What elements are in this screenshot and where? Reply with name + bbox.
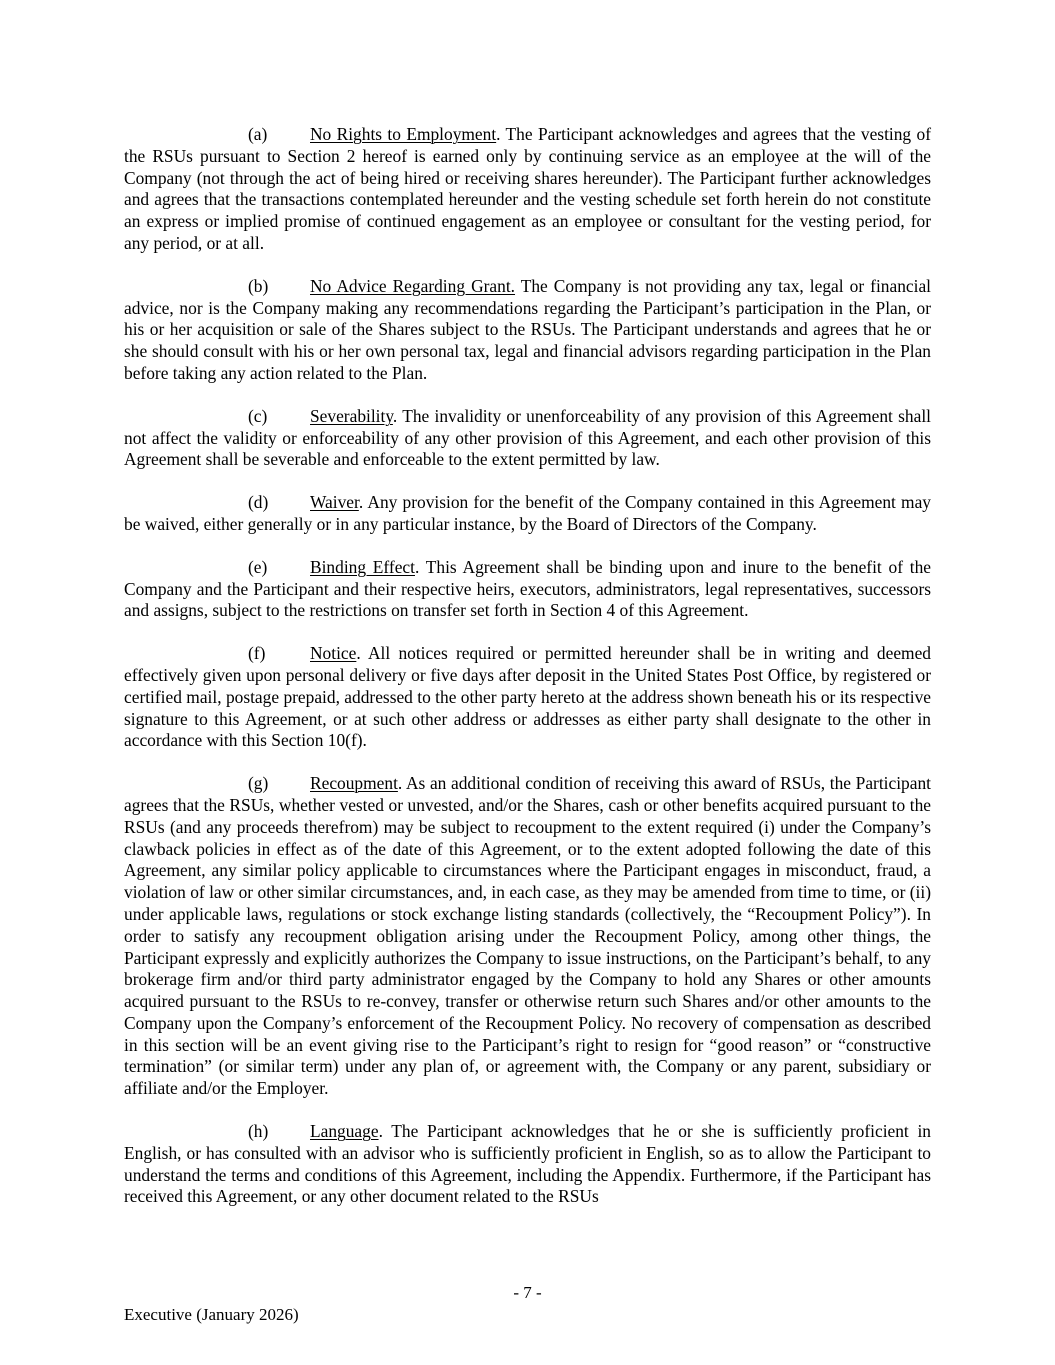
page-number: - 7 - <box>513 1283 542 1302</box>
section-h <box>124 1121 931 1208</box>
section-label: (g) <box>248 773 269 794</box>
section-f <box>124 643 931 752</box>
section-body: . This Agreement shall be binding upon and inure to the benefit of the Company and the Participant and their respective heirs, executors, administrators, legal representatives, successors and assigns, subject to the restrictions on transfer set forth in Section 4 of this Agreement. <box>124 556 932 621</box>
document-page <box>124 124 931 1229</box>
section-c <box>124 406 931 471</box>
section-e <box>124 557 931 622</box>
section-label: (c) <box>248 405 268 426</box>
section-label: (d) <box>248 492 269 513</box>
section-d <box>124 492 931 536</box>
section-label: (e) <box>248 556 268 577</box>
section-a <box>124 124 931 255</box>
section-body: The Company is not providing any tax, legal or financial advice, nor is the Company making any recommendations regarding the Participant’s participation in the Plan, or his or her acquisition or sale of the Shares subject to the RSUs. The Participant understands and agrees that he or she should consult with his or her own personal tax, legal and financial advisors regarding participation in the Plan before taking any action related to the Plan. <box>124 275 931 383</box>
section-heading: Language <box>310 1121 379 1142</box>
section-heading: No Advice Regarding Grant. <box>310 275 516 296</box>
section-label: (h) <box>248 1121 269 1142</box>
section-label: (b) <box>248 275 269 296</box>
section-body: . The Participant acknowledges and agrees that the vesting of the RSUs pursuant to Section 2 hereof is earned only by continuing service as an employee at the will of the Company (not through the act of being hired or receiving shares hereunder). The Participant further acknowledges and agrees that the transactions contemplated hereunder and the vesting schedule set forth herein do not constitute an express or implied promise of continued engagement as an employee or consultant for the vesting period, for any period, or at all. <box>124 124 931 253</box>
section-heading: Binding Effect <box>310 556 415 577</box>
section-g <box>124 773 931 1100</box>
section-body: . The invalidity or unenforceability of any provision of this Agreement shall not affect the validity or enforceability of any other provision of this Agreement, and each other provision of this Agreement shall be severable and enforceable to the extent permitted by law. <box>124 405 931 470</box>
section-body: . Any provision for the benefit of the Company contained in this Agreement may be waived, either generally or in any particular instance, by the Board of Directors of the Company. <box>124 492 931 534</box>
section-b <box>124 276 931 385</box>
section-label: (a) <box>248 124 268 144</box>
section-heading: Recoupment <box>310 773 398 794</box>
section-heading: Severability <box>310 405 393 426</box>
section-body: . The Participant acknowledges that he or she is sufficiently proficient in English, or has consulted with an advisor who is sufficiently proficient in English, so as to allow the Participant to understand the terms and conditions of this Agreement, including the Appendix. Furthermore, if the Participant has received this Agreement, or any other document related to the RSUs <box>124 1121 931 1207</box>
section-heading: No Rights to Employment <box>310 124 497 144</box>
section-label: (f) <box>248 643 266 664</box>
section-heading: Notice <box>310 643 357 664</box>
document-footer-label: Executive (January 2026) <box>124 1305 299 1324</box>
section-heading: Waiver <box>310 492 359 513</box>
section-body: . All notices required or permitted hereunder shall be in writing and deemed effectively given upon personal delivery or five days after deposit in the United States Post Office, by registered or certified mail, postage prepaid, addressed to the other party hereto at the address shown beneath his or its respective signature to this Agreement, or at such other address or addresses as either party shall designate to the other in accordance with this Section 10(f). <box>124 643 931 751</box>
section-body: . As an additional condition of receiving this award of RSUs, the Participant agrees that the RSUs, whether vested or unvested, and/or the Shares, cash or other benefits acquired pursuant to the RSUs (and any proceeds therefrom) may be subject to recoupment to the extent required (i) under the Company’s clawback policies in effect as of the date of this Agreement, or to the extent adopted following the date of this Agreement, any similar policy applicable to circumstances where the Participant engages in misconduct, fraud, a violation of law or other similar circumstances, and, in each case, as they may be amended from time to time, or (ii) under applicable laws, regulations or stock exchange listing standards (collectively, the “Recoupment Policy”). In order to satisfy any recoupment obligation arising under the Recoupment Policy, among other things, the Participant expressly and explicitly authorizes the Company to issue instructions, on the Participant’s behalf, to any brokerage firm and/or third party administrator engaged by the Company to hold any Shares or other amounts acquired pursuant to the RSUs to re-convey, transfer or otherwise return such Shares and/or other amounts to the Company upon the Company’s enforcement of the Recoupment Policy. No recovery of compensation as described in this section will be an event giving rise to the Participant’s right to resign for “good reason” or “constructive termination” (or similar term) under any plan of, or agreement with, the Company or any parent, subsidiary or affiliate and/or the Employer. <box>124 773 931 1099</box>
